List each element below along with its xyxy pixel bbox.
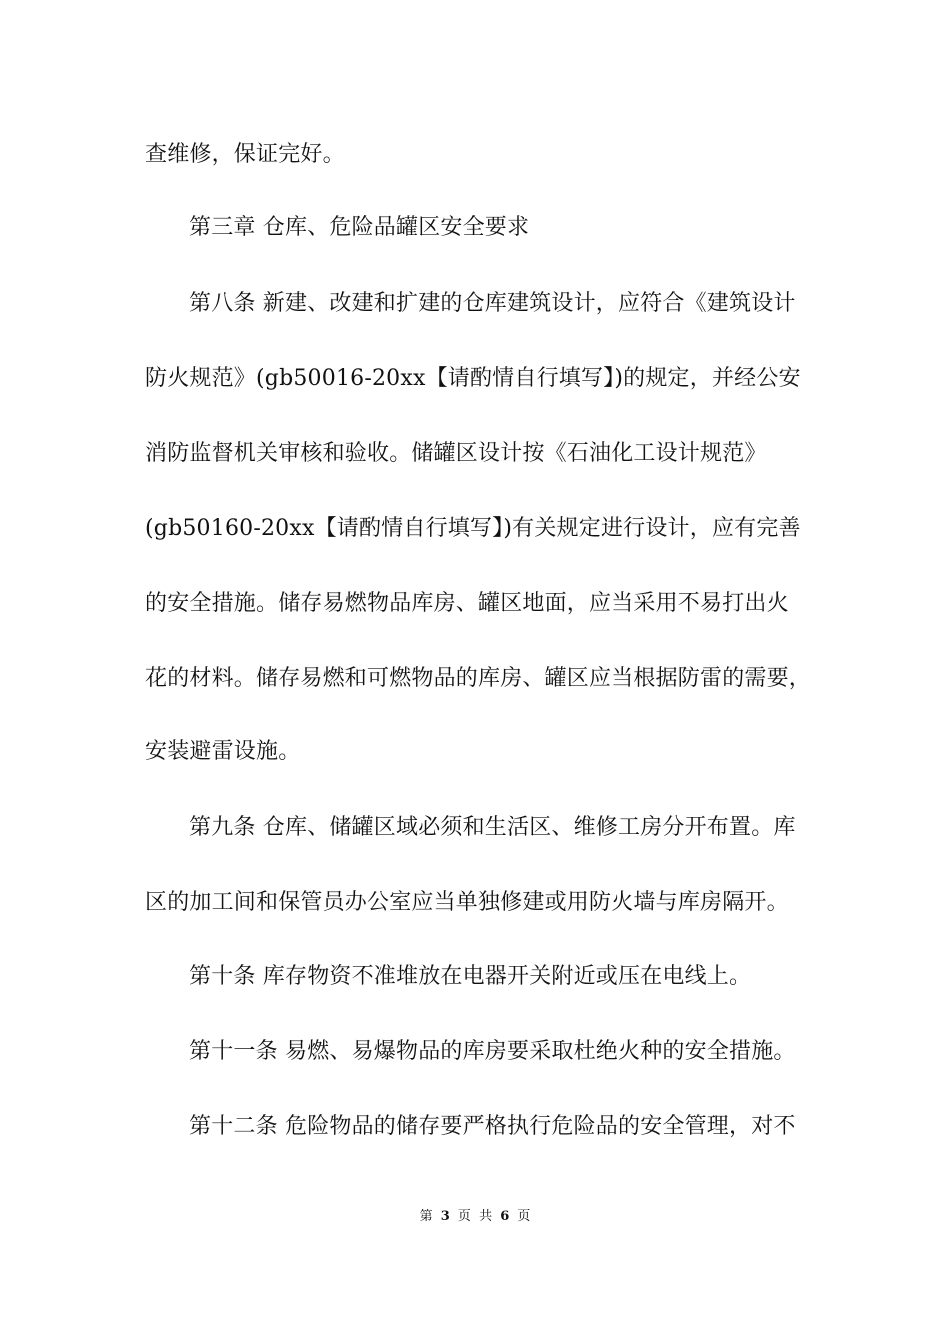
text-line: 查维修，保证完好。: [145, 142, 345, 167]
text-line: 的安全措施。储存易燃物品库房、罐区地面，应当采用不易打出火: [145, 591, 789, 616]
text-line: 消防监督机关审核和验收。储罐区设计按《石油化工设计规范》: [145, 441, 767, 466]
footer-page-word: 页: [457, 1209, 471, 1224]
text-line: 第九条 仓库、储罐区域必须和生活区、维修工房分开布置。库: [189, 815, 796, 840]
text-line: 第八条 新建、改建和扩建的仓库建筑设计，应符合《建筑设计: [189, 291, 796, 316]
text-line: 防火规范》(gb50016-20xx【请酌情自行填写】)的规定，并经公安: [145, 366, 801, 391]
chapter-heading: 第三章 仓库、危险品罐区安全要求: [189, 215, 530, 240]
current-page-number: 3: [440, 1209, 450, 1224]
page-footer: [0, 1208, 950, 1226]
text-line: 安装避雷设施。: [145, 739, 301, 764]
footer-total-prefix: 共: [479, 1209, 493, 1224]
text-line: 第十条 库存物资不准堆放在电器开关附近或压在电线上。: [189, 964, 752, 989]
text-line: 花的材料。储存易燃和可燃物品的库房、罐区应当根据防雷的需要，: [145, 666, 812, 691]
text-line: 区的加工间和保管员办公室应当单独修建或用防火墙与库房隔开。: [145, 890, 789, 915]
text-line: 第十一条 易燃、易爆物品的库房要采取杜绝火种的安全措施。: [189, 1039, 796, 1064]
text-line: 第十二条 危险物品的储存要严格执行危险品的安全管理，对不: [189, 1114, 796, 1139]
footer-suffix: 页: [517, 1209, 531, 1224]
footer-prefix: 第: [419, 1209, 433, 1224]
text-line: (gb50160-20xx【请酌情自行填写】)有关规定进行设计，应有完善: [145, 516, 801, 541]
total-pages-number: 6: [500, 1209, 510, 1224]
